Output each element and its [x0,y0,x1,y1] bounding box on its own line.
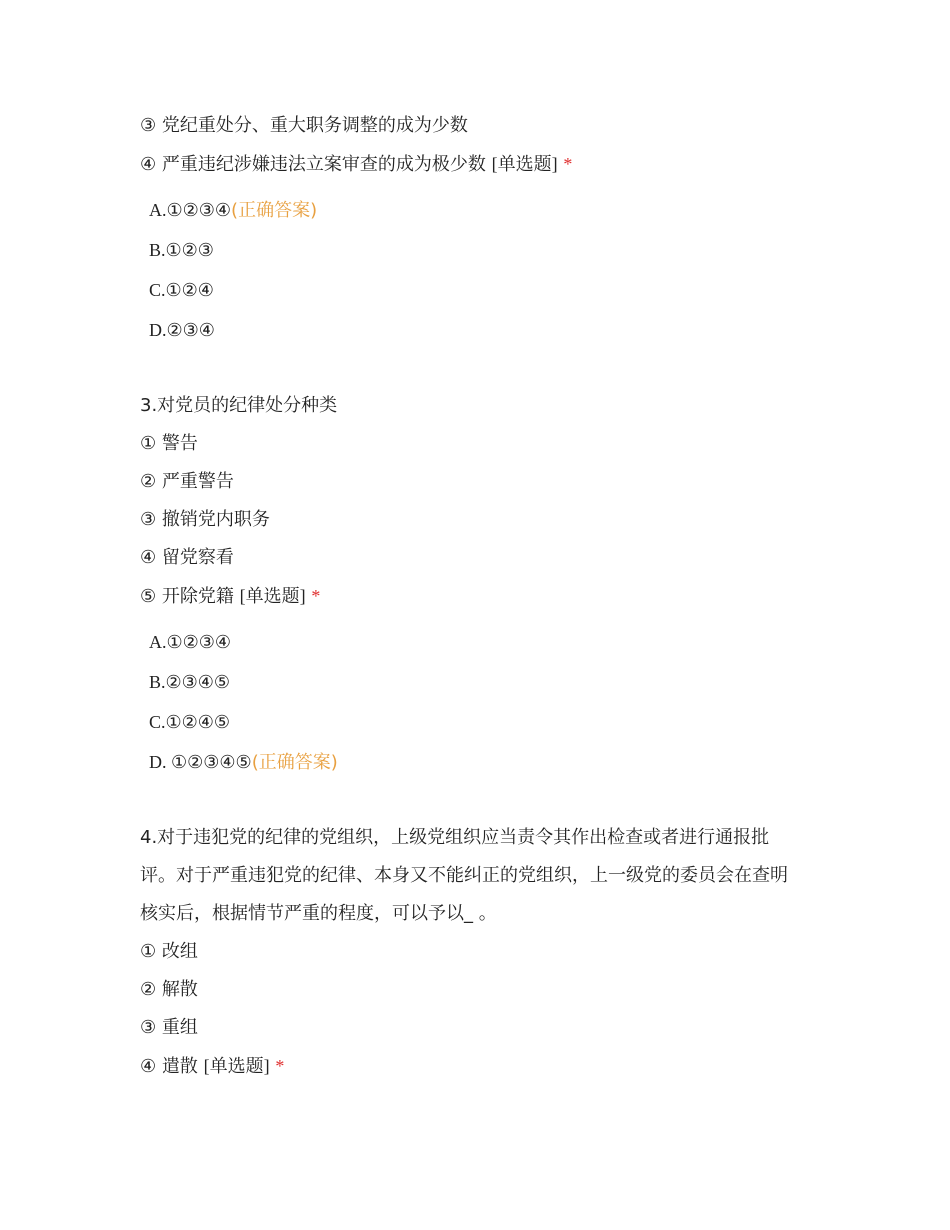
q4-stem-item: ① 改组 [140,941,198,962]
question-type-tag: [单选题] [203,1056,270,1076]
q3-stem-item: ③ 撤销党内职务 [140,509,270,530]
correct-answer-note: (正确答案) [251,752,338,773]
question-type-tag: [单选题] [239,586,306,606]
q4-stem-item: ② 解散 [140,979,198,1000]
q2-stem-line-last: ④ 严重违纪涉嫌违法立案审查的成为极少数 [单选题] * [140,154,573,175]
q3-stem-item: ① 警告 [140,433,198,454]
q3-option-c[interactable]: C.①②④⑤ [149,712,231,732]
q4-title-line: 4.对于违犯党的纪律的党组织，上级党组织应当责令其作出检查或者进行通报批 [140,827,770,848]
q3-stem-item: ④ 留党察看 [140,547,234,568]
q3-title: 3.对党员的纪律处分种类 [140,395,338,416]
q2-stem-line: ③ 党纪重处分、重大职务调整的成为少数 [140,115,468,136]
q2-option-d[interactable]: D.②③④ [149,320,215,340]
q4-stem-item-last: ④ 遣散 [单选题] * [140,1056,285,1077]
q2-option-b[interactable]: B.①②③ [149,240,214,260]
q3-option-b[interactable]: B.②③④⑤ [149,672,231,692]
required-mark: * [311,586,321,606]
q3-stem-item-last: ⑤ 开除党籍 [单选题] * [140,586,321,607]
correct-answer-note: (正确答案) [231,200,318,221]
question-type-tag: [单选题] [491,154,558,174]
q3-stem-item: ② 严重警告 [140,471,234,492]
q2-option-a[interactable]: A.①②③④(正确答案) [149,200,318,221]
q3-option-d[interactable]: D. ①②③④⑤(正确答案) [149,752,338,773]
q4-title-line: 核实后，根据情节严重的程度，可以予以_ 。 [140,903,497,924]
q4-title-line: 评。对于严重违犯党的纪律、本身又不能纠正的党组织，上一级党的委员会在查明 [140,865,788,886]
required-mark: * [275,1056,285,1076]
q2-option-c[interactable]: C.①②④ [149,280,214,300]
required-mark: * [563,154,573,174]
q3-option-a[interactable]: A.①②③④ [149,632,232,652]
q4-stem-item: ③ 重组 [140,1017,198,1038]
